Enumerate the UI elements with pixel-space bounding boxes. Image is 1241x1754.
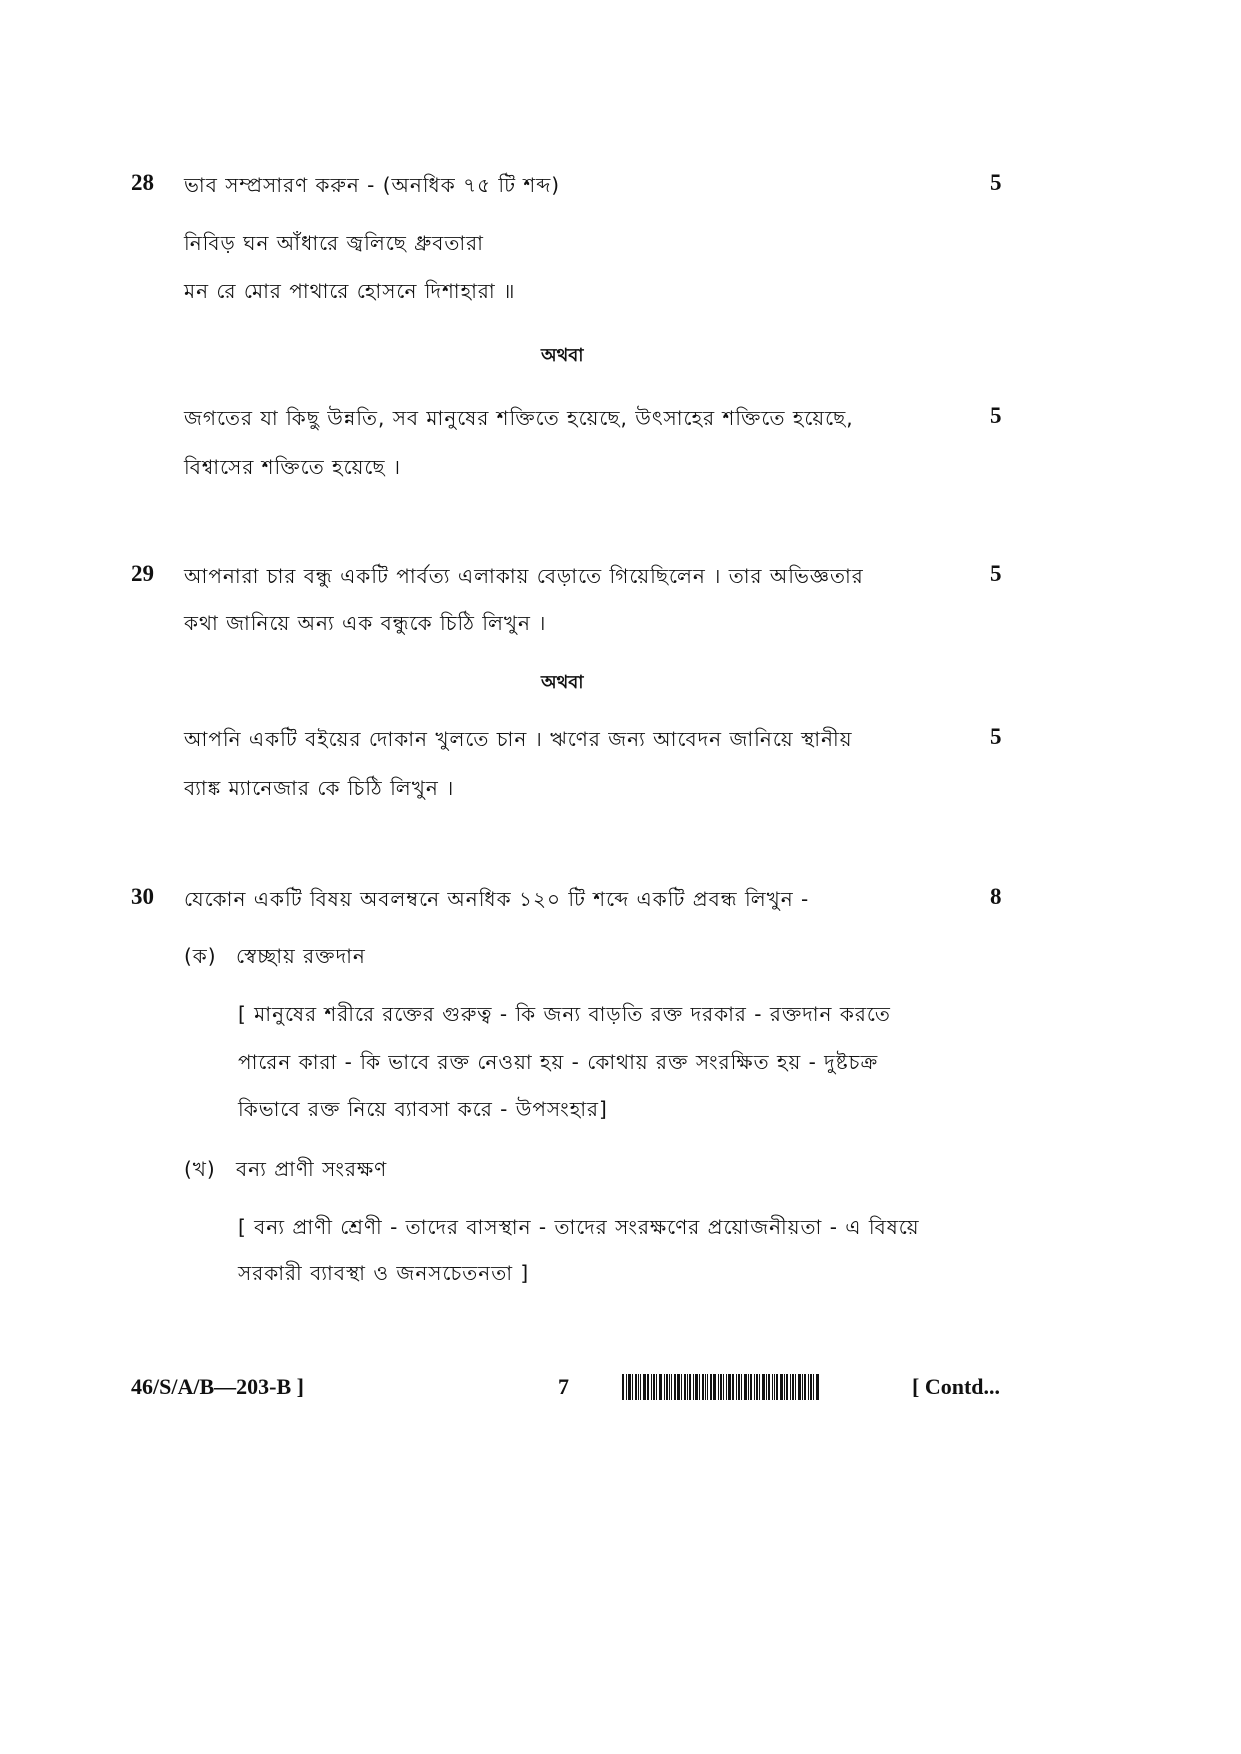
page-number: 7 xyxy=(558,1374,569,1399)
question-28-line-2: মন রে মোর পাথারে হোসনে দিশাহারা ॥ xyxy=(184,279,516,303)
option-kha-title: বন্য প্রাণী সংরক্ষণ xyxy=(236,1157,388,1181)
question-28-or-label: অথবা xyxy=(541,345,584,366)
question-28-alt-marks: 5 xyxy=(990,403,1002,428)
question-29-marks: 5 xyxy=(990,561,1002,586)
question-29-or-label: অথবা xyxy=(541,672,584,693)
option-ka-label: (ক) xyxy=(184,944,217,968)
question-29-alt-text-cont: ব্যাঙ্ক ম্যানেজার কে চিঠি লিখুন । xyxy=(184,776,455,800)
question-28-alt-text-cont: বিশ্বাসের শক্তিতে হয়েছে । xyxy=(184,455,402,479)
question-28-marks: 5 xyxy=(990,170,1002,195)
option-ka-title: স্বেচ্ছায় রক্তদান xyxy=(236,944,366,968)
question-29-number: 29 xyxy=(131,561,154,586)
option-kha-label: (খ) xyxy=(184,1157,216,1181)
question-30-number: 30 xyxy=(131,884,154,909)
question-29-alt-marks: 5 xyxy=(990,724,1002,749)
question-28-number: 28 xyxy=(131,170,154,195)
question-29-prompt: আপনারা চার বন্ধু একটি পার্বত্য এলাকায় বেড়াতে গিয়েছিলেন । তার অভিজ্ঞতার xyxy=(184,564,864,588)
option-kha-hint-2: সরকারী ব্যাবস্থা ও জনসচেতনতা ] xyxy=(238,1261,530,1285)
option-kha-hint-1: [ বন্য প্রাণী শ্রেণী - তাদের বাসস্থান - তাদের সংরক্ষণের প্রয়োজনীয়তা - এ বিষয়ে xyxy=(238,1215,920,1239)
question-30-prompt: যেকোন একটি বিষয় অবলম্বনে অনধিক ১২০ টি শব্দে একটি প্রবন্ধ লিখুন - xyxy=(184,887,810,911)
barcode xyxy=(622,1374,900,1400)
question-29-prompt-cont: কথা জানিয়ে অন্য এক বন্ধুকে চিঠি লিখুন । xyxy=(184,611,547,635)
continued-marker: [ Contd... xyxy=(912,1374,1001,1399)
option-ka-hint-2: পারেন কারা - কি ভাবে রক্ত নেওয়া হয় - কোথায় রক্ত সংরক্ষিত হয় - দুষ্টচক্র xyxy=(238,1050,879,1074)
question-28-alt-text: জগতের যা কিছু উন্নতি, সব মানুষের শক্তিতে হয়েছে, উৎসাহের শক্তিতে হয়েছে, xyxy=(184,406,854,430)
question-30-marks: 8 xyxy=(990,884,1002,909)
paper-code: 46/S/A/B—203-B ] xyxy=(131,1374,304,1399)
question-28-prompt: ভাব সম্প্রসারণ করুন - (অনধিক ৭৫ টি শব্দ) xyxy=(184,173,561,197)
option-ka-hint-3: কিভাবে রক্ত নিয়ে ব্যাবসা করে - উপসংহার] xyxy=(238,1097,608,1121)
option-ka-hint-1: [ মানুষের শরীরে রক্তের গুরুত্ব - কি জন্য বাড়তি রক্ত দরকার - রক্তদান করতে xyxy=(238,1002,891,1026)
question-28-line-1: নিবিড় ঘন আঁধারে জ্বলিছে ধ্রুবতারা xyxy=(184,231,484,255)
question-29-alt-text: আপনি একটি বইয়ের দোকান খুলতে চান । ঋণের জন্য আবেদন জানিয়ে স্থানীয় xyxy=(184,727,853,751)
